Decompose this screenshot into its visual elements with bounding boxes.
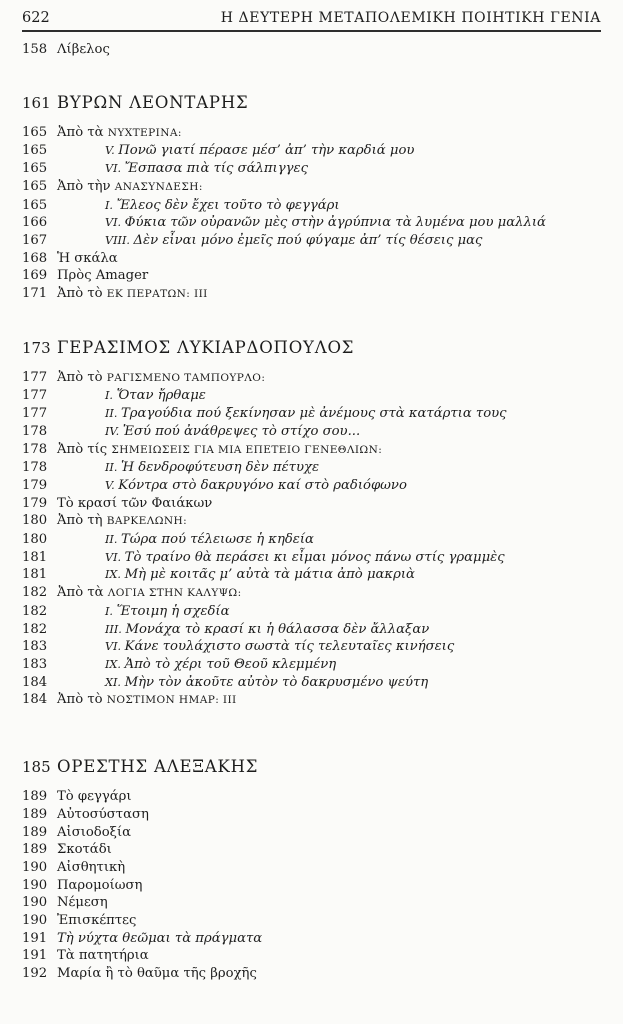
- toc-page-number: 158: [22, 42, 48, 57]
- title-text: Ἔλεος δὲν ἔχει τοῦτο τὸ φεγγάρι: [116, 197, 340, 213]
- roman-numeral: II.: [105, 533, 121, 547]
- toc-entry: [22, 638, 601, 656]
- toc-entry-list: [22, 788, 601, 983]
- toc-entry: [22, 459, 601, 477]
- toc-page-number: 169: [22, 268, 48, 284]
- toc-page-number: 180: [22, 513, 48, 529]
- title-text: Πονῶ γιατί πέρασε μέσ’ ἀπ’ τὴν καρδιά μου: [118, 143, 415, 159]
- title-text: Ἀπὸ τὸ χέρι τοῦ Θεοῦ κλεμμένη: [124, 656, 337, 672]
- toc-entry: [22, 41, 601, 59]
- toc-page-number: 190: [22, 859, 48, 875]
- toc-entry-title: [57, 477, 601, 495]
- toc-entry: [22, 124, 601, 143]
- toc-page-number: 190: [22, 895, 48, 911]
- title-text: Ἀπὸ τίς: [57, 441, 112, 457]
- toc-entry: [22, 178, 601, 197]
- toc-page-number: 165: [22, 143, 48, 159]
- title-text: Αὐτοσύσταση: [57, 806, 149, 822]
- toc-page-number: 177: [22, 369, 48, 385]
- roman-numeral: VI.: [105, 550, 125, 564]
- toc-entry: [22, 584, 601, 603]
- toc-entry-title: [57, 441, 601, 460]
- roman-numeral: II.: [105, 407, 121, 421]
- toc-entry: [22, 621, 601, 639]
- toc-entry: [22, 477, 601, 495]
- toc-page-number: 184: [22, 674, 48, 690]
- title-text: Τώρα πού τέλειωσε ἡ κηδεία: [121, 532, 314, 548]
- toc-entry: [22, 894, 601, 912]
- roman-numeral: II.: [105, 461, 121, 475]
- toc-entry-title: [57, 806, 601, 824]
- toc-entry: [22, 912, 601, 930]
- toc-entry-title: [57, 285, 601, 304]
- toc-page-number: 177: [22, 388, 48, 404]
- smallcaps-collection-title: ΒΑΡΚΕΛΩΝΗ:: [106, 515, 188, 528]
- toc-entry: [22, 369, 601, 388]
- toc-entry: [22, 656, 601, 674]
- author-heading: [22, 755, 601, 779]
- author-heading: [22, 91, 601, 115]
- roman-numeral: I.: [105, 604, 117, 618]
- title-text: Λίβελος: [57, 42, 110, 57]
- toc-page-number: 180: [22, 532, 48, 548]
- title-text: Αἰσιοδοξία: [57, 824, 132, 840]
- smallcaps-collection-title: ΕΚ ΠΕΡΑΤΩΝ: III: [106, 288, 208, 301]
- toc-entry-title: [57, 877, 601, 895]
- title-text: Φύκια τῶν οὐρανῶν μὲς στὴν ἀγρύπνια τὰ λυμένα μου μαλλιά: [124, 215, 546, 231]
- toc-entry-title: [57, 369, 601, 388]
- roman-numeral: V.: [105, 478, 119, 492]
- toc-entry-title: [57, 824, 601, 842]
- toc-entry-title: [57, 41, 601, 59]
- smallcaps-collection-title: ΝΟΣΤΙΜΟΝ ΗΜΑΡ: III: [106, 694, 237, 707]
- roman-numeral: I.: [105, 389, 117, 403]
- toc-entry: [22, 531, 601, 549]
- roman-numeral: VI.: [105, 640, 125, 654]
- toc-page-number: 182: [22, 585, 48, 601]
- title-text: Μονάχα τὸ κρασί κι ἡ θάλασσα δὲν ἄλλαξαν: [125, 621, 430, 637]
- title-text: Ἐπισκέπτες: [57, 913, 137, 929]
- toc-entry-title: [57, 894, 601, 912]
- toc-entry-title: [57, 531, 601, 549]
- toc-entry-title: [57, 930, 601, 948]
- toc-entry: [22, 674, 601, 692]
- title-text: Ἀπὸ τὸ: [57, 286, 107, 302]
- toc-entry-list: [22, 124, 601, 304]
- smallcaps-collection-title: ΡΑΓΙΣΜΕΝΟ ΤΑΜΠΟΥΡΛΟ:: [106, 371, 266, 384]
- toc-page-number: 191: [22, 948, 48, 964]
- toc-page-number: 178: [22, 423, 48, 439]
- toc-entry: [22, 806, 601, 824]
- toc-page-number: 191: [22, 930, 48, 946]
- toc-page-number: 179: [22, 495, 48, 511]
- toc-entry-title: [57, 459, 601, 477]
- author-heading: [22, 336, 601, 360]
- toc-entry: [22, 232, 601, 250]
- toc-entry: [22, 512, 601, 531]
- author-name: ΓΕΡΑΣΙΜΟΣ ΛΥΚΙΑΡΔΟΠΟΥΛΟΣ: [57, 337, 355, 357]
- toc-section: [22, 755, 601, 983]
- toc-entry: [22, 691, 601, 710]
- toc-entry-title: [57, 859, 601, 877]
- toc-entry: [22, 423, 601, 441]
- title-text: Ἀπὸ τὸ: [57, 692, 107, 708]
- title-text: Ἡ δενδροφύτευση δὲν πέτυχε: [121, 460, 320, 476]
- toc-page-number: 179: [22, 477, 48, 493]
- toc-page-number: 189: [22, 789, 48, 805]
- toc-page-number: 182: [22, 603, 48, 619]
- roman-numeral: I.: [105, 198, 117, 212]
- smallcaps-collection-title: ΝΥΧΤΕΡΙΝΑ:: [107, 126, 182, 139]
- toc-entry-title: [57, 142, 601, 160]
- title-text: Τὸ τραίνο θὰ περάσει κι εἶμαι μόνος πάνω στίς γραμμὲς: [124, 549, 505, 565]
- toc-entry: [22, 859, 601, 877]
- toc-entry: [22, 160, 601, 178]
- running-head-title: Η ΔΕΥΤΕΡΗ ΜΕΤΑΠΟΛΕΜΙΚΗ ΠΟΙΗΤΙΚΗ ΓΕΝΙΑ: [220, 10, 601, 26]
- toc-page-number: 161: [22, 93, 51, 112]
- page-number: 622: [22, 10, 50, 26]
- author-name: ΒΥΡΩΝ ΛΕΟΝΤΑΡΗΣ: [57, 92, 249, 112]
- toc-entry-title: [57, 912, 601, 930]
- title-text: Πρὸς Amager: [57, 268, 149, 284]
- toc-page-number: 173: [22, 338, 51, 357]
- toc-section: [22, 91, 601, 304]
- toc-entry: [22, 877, 601, 895]
- title-text: Κόντρα στὸ δακρυγόνο καί στὸ ραδιόφωνο: [118, 477, 407, 493]
- toc-entry-list: [22, 369, 601, 710]
- smallcaps-collection-title: ΛΟΓΙΑ ΣΤΗΝ ΚΑΛΥΨΩ:: [107, 587, 242, 600]
- toc-entry-title: [57, 232, 601, 250]
- title-text: Μὴ μὲ κοιτᾶς μ’ αὐτὰ τὰ μάτια ἀπὸ μακριὰ: [124, 567, 415, 583]
- toc-entry-title: [57, 674, 601, 692]
- toc-page-number: 167: [22, 232, 48, 248]
- toc-entry: [22, 841, 601, 859]
- toc-entry-title: [57, 214, 601, 232]
- toc-page-number: 171: [22, 286, 48, 302]
- roman-numeral: VIII.: [105, 233, 134, 247]
- toc-entry: [22, 142, 601, 160]
- toc-entry: [22, 549, 601, 567]
- toc-entry-title: [57, 160, 601, 178]
- toc-page-number: 183: [22, 639, 48, 655]
- toc-entry-title: [57, 423, 601, 441]
- toc-page-number: 190: [22, 877, 48, 893]
- toc-entry: [22, 387, 601, 405]
- toc-entry-title: [57, 495, 601, 513]
- toc-entry-title: [57, 603, 601, 621]
- title-text: Ἀπὸ τὴν: [57, 178, 115, 194]
- roman-numeral: IX.: [105, 657, 125, 671]
- toc-entry-title: [57, 788, 601, 806]
- title-text: Αἰσθητικὴ: [57, 859, 126, 875]
- toc-entry: [22, 405, 601, 423]
- roman-numeral: IV.: [105, 424, 123, 438]
- toc-page-number: 178: [22, 441, 48, 457]
- toc-page-number: 189: [22, 842, 48, 858]
- toc-page-number: 181: [22, 567, 48, 583]
- roman-numeral: V.: [105, 144, 119, 158]
- toc-page-number: 190: [22, 913, 48, 929]
- title-text: Κάνε τουλάχιστο σωστὰ τίς τελευταῖες κινήσεις: [124, 639, 455, 655]
- title-text: Τὴ νύχτα θεῶμαι τὰ πράγματα: [57, 930, 263, 946]
- toc-page-number: 165: [22, 197, 48, 213]
- toc-entry: [22, 441, 601, 460]
- toc-page-number: 166: [22, 215, 48, 231]
- toc-entry: [22, 197, 601, 215]
- title-text: Ἐσύ πού ἀνάθρεψες τὸ στίχο σου...: [122, 423, 361, 439]
- toc-page-number: 185: [22, 758, 51, 777]
- toc-entry: [22, 214, 601, 232]
- roman-numeral: III.: [105, 622, 126, 636]
- title-text: Ἀπὸ τὰ: [57, 585, 108, 601]
- title-text: Ἀπὸ τὸ: [57, 369, 107, 385]
- toc-page-number: 182: [22, 621, 48, 637]
- toc-page-number: 178: [22, 460, 48, 476]
- title-text: Νέμεση: [57, 895, 108, 911]
- toc-page-number: 165: [22, 161, 48, 177]
- roman-numeral: VI.: [105, 162, 125, 176]
- toc-entry-title: [57, 621, 601, 639]
- title-text: Μὴν τὸν ἀκοῦτε αὐτὸν τὸ δακρυσμένο ψεύτη: [124, 674, 429, 690]
- toc-entry-title: [57, 267, 601, 285]
- toc-entry: [22, 603, 601, 621]
- toc-entry-title: [57, 566, 601, 584]
- toc-entry: [22, 566, 601, 584]
- running-head: [22, 10, 601, 32]
- toc-page-number: 181: [22, 549, 48, 565]
- toc-entry-title: [57, 638, 601, 656]
- toc-entry-title: [57, 965, 601, 983]
- author-name: ΟΡΕΣΤΗΣ ΑΛΕΞΑΚΗΣ: [57, 757, 259, 777]
- title-text: Τὰ πατητήρια: [57, 948, 149, 964]
- table-of-contents: [22, 41, 601, 983]
- title-text: Μαρία ἢ τὸ θαῦμα τῆς βροχῆς: [57, 966, 257, 982]
- toc-page-number: 183: [22, 656, 48, 672]
- toc-lead-entries: [22, 41, 601, 59]
- title-text: Τραγούδια πού ξεκίνησαν μὲ ἀνέμους στὰ κατάρτια τους: [121, 406, 507, 422]
- toc-entry-title: [57, 549, 601, 567]
- roman-numeral: XI.: [105, 675, 125, 689]
- toc-page-number: 165: [22, 178, 48, 194]
- smallcaps-collection-title: ΣΗΜΕΙΩΣΕΙΣ ΓΙΑ ΜΙΑ ΕΠΕΤΕΙΟ ΓΕΝΕΘΛΙΩΝ:: [111, 443, 383, 456]
- title-text: Ἔσπασα πιὰ τίς σάλπιγγες: [124, 161, 308, 177]
- toc-entry: [22, 267, 601, 285]
- title-text: Δὲν εἶναι μόνο ἐμεῖς πού φύγαμε ἀπ’ τίς θέσεις μας: [133, 232, 483, 248]
- toc-entry-title: [57, 178, 601, 197]
- title-text: Σκοτάδι: [57, 842, 112, 858]
- toc-entry: [22, 788, 601, 806]
- toc-page-number: 189: [22, 824, 48, 840]
- toc-section: [22, 336, 601, 710]
- toc-entry-title: [57, 841, 601, 859]
- toc-entry-title: [57, 512, 601, 531]
- roman-numeral: IX.: [105, 568, 125, 582]
- toc-page-number: 177: [22, 406, 48, 422]
- title-text: Ἀπὸ τὰ: [57, 124, 108, 140]
- title-text: Τὸ κρασί τῶν Φαιάκων: [57, 495, 213, 511]
- title-text: Ὅταν ἤρθαμε: [116, 388, 206, 404]
- toc-page-number: 189: [22, 806, 48, 822]
- toc-entry: [22, 824, 601, 842]
- toc-entry: [22, 965, 601, 983]
- smallcaps-collection-title: ΑΝΑΣΥΝΔΕΣΗ:: [114, 180, 203, 193]
- toc-page-number: 192: [22, 966, 48, 982]
- toc-entry-title: [57, 405, 601, 423]
- toc-page-number: 168: [22, 250, 48, 266]
- toc-entry-title: [57, 250, 601, 268]
- title-text: Ἡ σκάλα: [57, 250, 118, 266]
- title-text: Ἀπὸ τὴ: [57, 513, 107, 529]
- roman-numeral: VI.: [105, 216, 125, 230]
- toc-entry-title: [57, 691, 601, 710]
- toc-entry-title: [57, 947, 601, 965]
- title-text: Ἕτοιμη ἡ σχεδία: [116, 603, 230, 619]
- toc-entry: [22, 495, 601, 513]
- toc-page-number: 184: [22, 692, 48, 708]
- toc-entry-title: [57, 656, 601, 674]
- toc-page-number: 165: [22, 124, 48, 140]
- toc-entry: [22, 930, 601, 948]
- title-text: Τὸ φεγγάρι: [57, 789, 132, 805]
- toc-entry-title: [57, 387, 601, 405]
- toc-entry-title: [57, 197, 601, 215]
- toc-entry-title: [57, 124, 601, 143]
- title-text: Παρομοίωση: [57, 877, 143, 893]
- toc-entry: [22, 250, 601, 268]
- toc-entry: [22, 285, 601, 304]
- toc-entry: [22, 947, 601, 965]
- toc-entry-title: [57, 584, 601, 603]
